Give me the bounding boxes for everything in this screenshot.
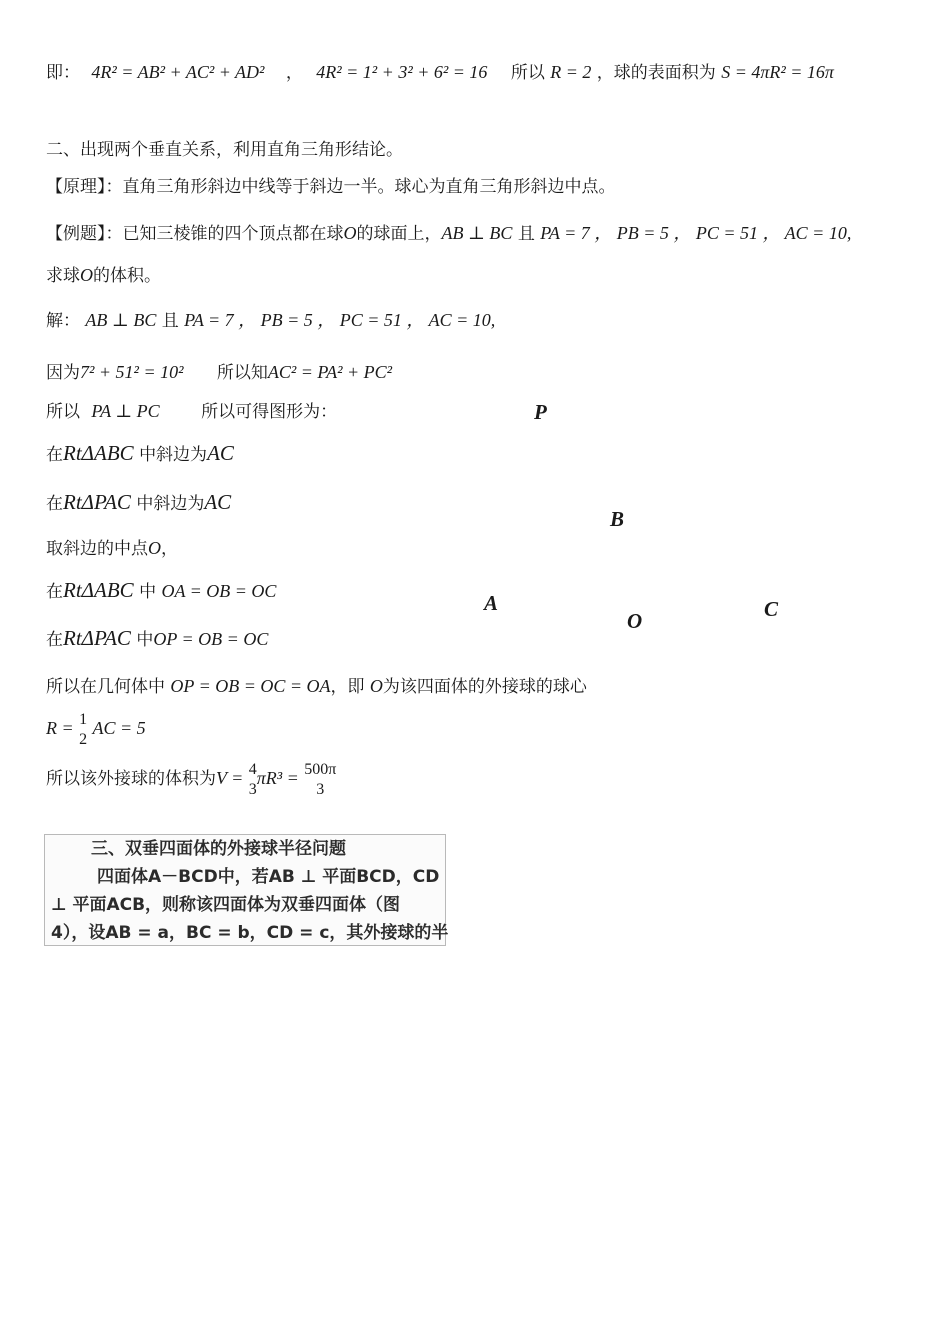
- math: O: [148, 538, 161, 558]
- excerpt-line: 4），设AB = a，BC = b，CD = c，其外接球的半: [51, 923, 449, 943]
- text: 所以可得图形为：: [201, 402, 338, 422]
- math: RtΔPAC: [63, 626, 131, 650]
- denominator: 2: [79, 730, 88, 748]
- text: 所以: [46, 402, 80, 422]
- text: 因为: [46, 363, 80, 383]
- math: O: [369, 676, 383, 696]
- text: 所以该外接球的体积为: [46, 769, 216, 789]
- text: 且: [517, 224, 535, 244]
- text: 取斜边的中点: [46, 539, 148, 559]
- text: 的体积。: [93, 266, 161, 286]
- text: 且: [161, 311, 179, 331]
- numerator: 1: [79, 710, 88, 728]
- separator: ，: [285, 63, 303, 83]
- text: 在: [46, 494, 63, 514]
- math: AB ⊥ BC: [85, 310, 157, 330]
- text: 【例题】：已知三棱锥的四个顶点都在球: [46, 224, 344, 244]
- text: 中: [136, 630, 154, 650]
- text: ，: [161, 539, 178, 559]
- text: 为该四面体的外接球的球心: [382, 677, 587, 697]
- text: 中: [139, 582, 157, 602]
- solution-line-4: [46, 441, 234, 467]
- text: 所以在几何体中: [46, 677, 165, 697]
- text: 在: [46, 630, 63, 650]
- math: AC² = PA² + PC²: [267, 362, 393, 382]
- math: 7² + 51² = 10²: [80, 362, 184, 382]
- equation: S = 4πR² = 16π: [721, 62, 834, 82]
- figure-label-o: O: [627, 609, 643, 633]
- text: 解：: [46, 311, 80, 331]
- surface-area-line: [46, 60, 834, 85]
- math: πR³ =: [256, 768, 299, 788]
- solution-line-5: [46, 490, 231, 516]
- fraction: [249, 760, 257, 800]
- excerpt-line: 四面体A－BCD中，若AB ⊥ 平面BCD，CD: [97, 867, 440, 887]
- solution-line-8: [46, 626, 268, 652]
- math: AC = 5: [92, 718, 146, 738]
- solution-line-9: [46, 674, 587, 699]
- math: RtΔPAC: [63, 490, 131, 514]
- equation: 4R² = AB² + AC² + AD²: [91, 62, 265, 82]
- math: PA = 7 ， PB = 5 ， PC = 51 ， AC = 10,: [184, 310, 496, 330]
- numerator: 500π: [304, 760, 337, 778]
- solution-line-2: [46, 360, 392, 385]
- section-heading: 二、出现两个垂直关系，利用直角三角形结论。: [46, 140, 403, 160]
- math: O: [343, 223, 357, 243]
- math: OA = OB = OC: [161, 581, 277, 601]
- text: ，球的表面积为: [596, 63, 716, 83]
- math: PA = 7 ， PB = 5 ， PC = 51 ， AC = 10,: [540, 223, 852, 243]
- math: AB ⊥ BC: [441, 223, 513, 243]
- scanned-excerpt: [44, 834, 449, 946]
- figure-label-c: C: [764, 597, 779, 621]
- math: RtΔABC: [63, 578, 134, 602]
- solution-line-1: [46, 308, 495, 333]
- figure-label-b: B: [610, 507, 625, 531]
- denominator: 3: [248, 780, 257, 798]
- text: 求球: [46, 266, 80, 286]
- solution-line-6: [46, 536, 178, 561]
- principle-text: 【原理】：直角三角形斜边中线等于斜边一半。球心为直角三角形斜边中点。: [46, 177, 616, 197]
- figure-label-a: A: [484, 591, 499, 615]
- text: 中斜边为: [139, 445, 208, 465]
- text: 所以: [510, 63, 545, 83]
- example-line: [46, 221, 851, 246]
- math: PA ⊥ PC: [91, 401, 160, 421]
- math: RtΔABC: [63, 441, 134, 465]
- math: O: [80, 265, 93, 285]
- text: 所以知: [216, 363, 268, 383]
- radius-formula: [46, 706, 146, 751]
- example-question-line: [46, 263, 161, 288]
- fraction: [304, 760, 336, 800]
- text: 在: [46, 445, 63, 465]
- math: V =: [216, 768, 244, 788]
- math: AC: [204, 490, 232, 514]
- math: R =: [46, 718, 74, 738]
- equation: R = 2: [550, 62, 592, 82]
- math: AC: [207, 441, 234, 465]
- fraction: [79, 710, 87, 750]
- text: 中斜边为: [136, 494, 205, 514]
- denominator: 3: [316, 780, 325, 798]
- math: OP = OB = OC: [153, 629, 269, 649]
- excerpt-line: ⊥ 平面ACB，则称该四面体为双垂四面体（图: [51, 895, 401, 915]
- solution-line-7: [46, 578, 276, 604]
- prefix-text: 即：: [46, 63, 80, 83]
- figure-label-p: P: [534, 400, 547, 424]
- excerpt-heading: 三、双垂四面体的外接球半径问题: [91, 839, 346, 859]
- text: 在: [46, 582, 63, 602]
- text: ，即: [330, 677, 365, 697]
- text: 的球面上，: [356, 224, 442, 244]
- numerator: 4: [248, 760, 257, 778]
- math: OP = OB = OC = OA: [170, 676, 331, 696]
- volume-formula: [46, 756, 336, 801]
- equation: 4R² = 1² + 3² + 6² = 16: [316, 62, 488, 82]
- solution-line-3: [46, 399, 337, 424]
